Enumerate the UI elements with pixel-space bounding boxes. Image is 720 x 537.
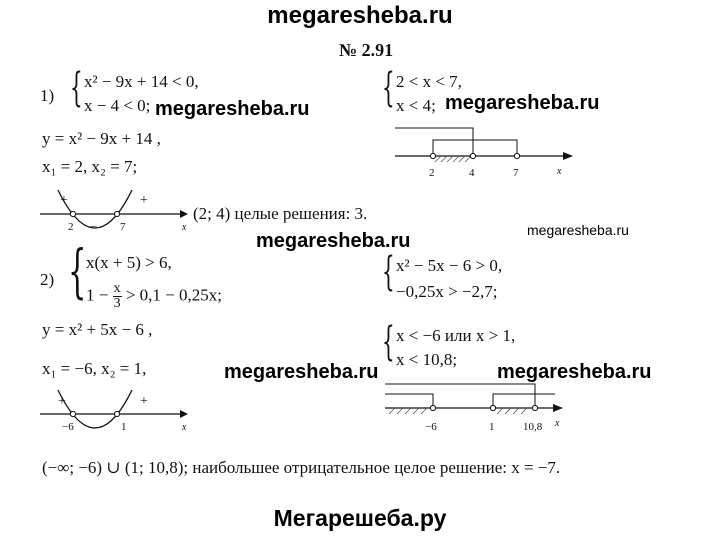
sign-label: + (60, 193, 68, 208)
hatching (435, 156, 471, 162)
part2-system-line2: 1 − $\frac{x}{3}$ > 0,1 − 0,25x; (86, 281, 222, 311)
watermark-top: megaresheba.ru (267, 2, 453, 29)
part2-number: 2) (40, 270, 55, 289)
system-brace: { (70, 65, 83, 111)
sign-label: − (90, 219, 98, 234)
interval-bracket (493, 394, 555, 408)
open-point (514, 153, 519, 158)
hatching (389, 408, 527, 414)
tick-label: 10,8 (523, 421, 543, 433)
tick-label: 2 (429, 167, 435, 179)
interval-bracket (395, 128, 473, 156)
axis-arrow (180, 410, 188, 418)
part1-right-line2: x < 4; (396, 96, 436, 115)
axis-arrow (180, 210, 188, 218)
fraction: $\frac{x}{3}$ (113, 281, 121, 311)
root-point (70, 411, 75, 416)
interval-bracket (433, 140, 517, 156)
open-point (430, 405, 435, 410)
sign-label: − (92, 420, 100, 435)
tick-label: 7 (513, 167, 519, 179)
system-brace: { (68, 237, 87, 305)
open-point (532, 405, 537, 410)
problem-number: № 2.91 (339, 40, 394, 60)
part2-roots: x₁ = −6, x₂ = 1, (42, 359, 147, 378)
tick-label: −6 (425, 421, 437, 433)
axis-label: x (557, 166, 562, 177)
root-label: −6 (62, 421, 74, 433)
system-brace: { (382, 65, 395, 111)
system-brace: { (382, 249, 395, 295)
axis-arrow (553, 404, 563, 412)
watermark-overlay: megaresheba.ru (445, 92, 600, 114)
part2-right-line3: x < −6 или x > 1, (396, 326, 516, 345)
part1-answer: (2; 4) целые решения: 3. (193, 204, 368, 223)
part2-answer: (−∞; −6) ∪ (1; 10,8); наибольшее отрицательное целое решение: x = −7. (42, 458, 561, 477)
part1-system-line1: x² − 9x + 14 < 0, (84, 72, 199, 91)
part2-right-line4: x < 10,8; (396, 350, 458, 369)
root-label: 2 (68, 221, 74, 233)
watermark-overlay: megaresheba.ru (155, 98, 310, 120)
axis-arrow (563, 152, 573, 160)
axis-label: x (182, 222, 187, 233)
root-label: 7 (120, 221, 126, 233)
part1-number-line (395, 122, 585, 182)
watermark-overlay: megaresheba.ru (256, 230, 411, 252)
part2-right-line1: x² − 5x − 6 > 0, (396, 256, 503, 275)
root-point (114, 411, 119, 416)
sign-label: + (58, 394, 66, 409)
watermark-overlay: megaresheba.ru (224, 361, 379, 383)
sign-label: + (140, 394, 148, 409)
interval-bracket (385, 384, 535, 408)
part2-parabola-graph (40, 390, 190, 442)
axis-label: x (555, 418, 560, 429)
part1-parabola-graph (40, 188, 190, 240)
root-label: 1 (121, 421, 127, 433)
axis-label: x (182, 422, 187, 433)
part1-system-line2: x − 4 < 0; (84, 96, 151, 115)
root-point (114, 211, 119, 216)
open-point (470, 153, 475, 158)
system-brace: { (382, 319, 395, 365)
part1-function: y = x² − 9x + 14 , (42, 129, 161, 148)
watermark-small: megaresheba.ru (527, 222, 629, 238)
part2-function: y = x² + 5x − 6 , (42, 320, 153, 339)
part1-roots: x₁ = 2, x₂ = 7; (42, 157, 138, 176)
watermark-bottom: Мегарешеба.ру (273, 505, 447, 531)
open-point (430, 153, 435, 158)
tick-label: 4 (469, 167, 475, 179)
watermark-overlay: megaresheba.ru (497, 361, 652, 383)
root-point (70, 211, 75, 216)
part2-number-line (385, 382, 575, 442)
part1-number: 1) (40, 86, 55, 105)
sign-label: + (140, 193, 148, 208)
open-point (490, 405, 495, 410)
interval-bracket (385, 394, 433, 408)
part2-right-line2: −0,25x > −2,7; (396, 282, 498, 301)
part2-system-line1: x(x + 5) > 6, (86, 253, 172, 272)
tick-label: 1 (489, 421, 495, 433)
part1-right-line1: 2 < x < 7, (396, 72, 462, 91)
